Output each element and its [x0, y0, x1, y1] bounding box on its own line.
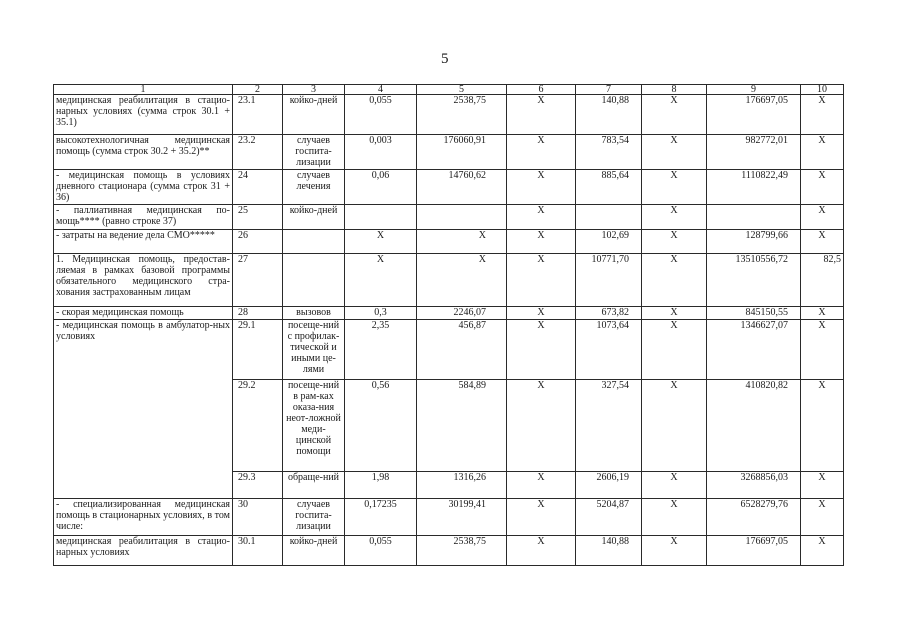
row-code: 23.2 [233, 135, 283, 170]
share: X [801, 170, 844, 205]
column-number: 7 [576, 85, 642, 95]
total-cost: 3268856,03 [707, 472, 801, 499]
volume-norm: 0,003 [345, 135, 417, 170]
column-number: 10 [801, 85, 844, 95]
col-6: X [507, 320, 576, 380]
col-8: X [642, 254, 707, 307]
per-capita: 10771,70 [576, 254, 642, 307]
unit: обраще-ний [283, 472, 345, 499]
per-capita [576, 205, 642, 230]
row-label: медицинская реабилитация в стацио-нарных условиях (сумма строк 30.1 + 35.1) [54, 95, 233, 135]
cost-norm: 2538,75 [417, 95, 507, 135]
volume-norm: 0,055 [345, 536, 417, 566]
share: X [801, 95, 844, 135]
col-8: X [642, 536, 707, 566]
cost-norm: 14760,62 [417, 170, 507, 205]
unit: койко-дней [283, 95, 345, 135]
volume-norm [345, 205, 417, 230]
column-number: 6 [507, 85, 576, 95]
unit: вызовов [283, 307, 345, 320]
cost-norm: 584,89 [417, 380, 507, 472]
unit: койко-дней [283, 205, 345, 230]
unit [283, 254, 345, 307]
table-row [54, 95, 844, 135]
row-label: - медицинская помощь в условиях дневного стационара (сумма строк 31 + 36) [54, 170, 233, 205]
cost-norm: 456,87 [417, 320, 507, 380]
per-capita: 673,82 [576, 307, 642, 320]
col-6: X [507, 380, 576, 472]
share: X [801, 320, 844, 380]
cost-norm: X [417, 230, 507, 254]
row-code: 27 [233, 254, 283, 307]
col-6: X [507, 170, 576, 205]
share: X [801, 380, 844, 472]
cost-norm: 2538,75 [417, 536, 507, 566]
volume-norm: 0,17235 [345, 499, 417, 536]
table-row [54, 254, 844, 307]
table-row [54, 499, 844, 536]
col-8: X [642, 135, 707, 170]
volume-norm: 0,055 [345, 95, 417, 135]
per-capita: 1073,64 [576, 320, 642, 380]
volume-norm: 0,56 [345, 380, 417, 472]
col-6: X [507, 499, 576, 536]
col-8: X [642, 230, 707, 254]
total-cost: 1110822,49 [707, 170, 801, 205]
col-6: X [507, 307, 576, 320]
total-cost: 128799,66 [707, 230, 801, 254]
col-6: X [507, 95, 576, 135]
cost-norm: 176060,91 [417, 135, 507, 170]
row-code: 30.1 [233, 536, 283, 566]
per-capita: 783,54 [576, 135, 642, 170]
unit: койко-дней [283, 536, 345, 566]
row-label: высокотехнологичная медицинская помощь (сумма строк 30.2 + 35.2)** [54, 135, 233, 170]
col-6: X [507, 205, 576, 230]
column-number: 3 [283, 85, 345, 95]
share: X [801, 230, 844, 254]
unit: случаев госпита-лизации [283, 499, 345, 536]
row-label: - паллиативная медицинская по-мощь**** (равно строке 37) [54, 205, 233, 230]
row-code: 23.1 [233, 95, 283, 135]
cost-norm: 30199,41 [417, 499, 507, 536]
row-label: - специализированная медицинская помощь в стационарных условиях, в том числе: [54, 499, 233, 536]
total-cost: 410820,82 [707, 380, 801, 472]
column-number-row [54, 85, 844, 95]
total-cost [707, 205, 801, 230]
cost-norm [417, 205, 507, 230]
col-8: X [642, 170, 707, 205]
table-row [54, 230, 844, 254]
col-6: X [507, 254, 576, 307]
per-capita: 5204,87 [576, 499, 642, 536]
table-row [54, 536, 844, 566]
table-row [54, 307, 844, 320]
column-number: 8 [642, 85, 707, 95]
col-6: X [507, 536, 576, 566]
column-number: 1 [54, 85, 233, 95]
row-code: 25 [233, 205, 283, 230]
volume-norm: X [345, 230, 417, 254]
per-capita: 140,88 [576, 95, 642, 135]
row-code: 29.2 [233, 380, 283, 472]
total-cost: 176697,05 [707, 536, 801, 566]
per-capita: 102,69 [576, 230, 642, 254]
row-label: - затраты на ведение дела СМО***** [54, 230, 233, 254]
row-label: 1. Медицинская помощь, предостав-ляемая в рамках базовой программы обязательного медицинского стра-хования застрахованным лицам [54, 254, 233, 307]
share: X [801, 135, 844, 170]
cost-norm: X [417, 254, 507, 307]
row-code: 29.3 [233, 472, 283, 499]
row-code: 30 [233, 499, 283, 536]
share: X [801, 307, 844, 320]
row-code: 28 [233, 307, 283, 320]
col-8: X [642, 320, 707, 380]
row-code: 26 [233, 230, 283, 254]
total-cost: 13510556,72 [707, 254, 801, 307]
cost-table [53, 84, 844, 566]
total-cost: 845150,55 [707, 307, 801, 320]
share: X [801, 205, 844, 230]
col-8: X [642, 205, 707, 230]
page-number: 5 [441, 51, 449, 67]
col-6: X [507, 230, 576, 254]
row-label: медицинская реабилитация в стацио-нарных условиях [54, 536, 233, 566]
col-8: X [642, 380, 707, 472]
share: 82,5 [801, 254, 844, 307]
total-cost: 6528279,76 [707, 499, 801, 536]
unit [283, 230, 345, 254]
per-capita: 327,54 [576, 380, 642, 472]
table-row [54, 320, 844, 380]
cost-norm: 1316,26 [417, 472, 507, 499]
unit: посеще-ний в рам-ках оказа-ния неот-ложной меди-цинской помощи [283, 380, 345, 472]
col-8: X [642, 472, 707, 499]
column-number: 9 [707, 85, 801, 95]
unit: посеще-ний с профилак-тической и иными це-лями [283, 320, 345, 380]
volume-norm: 0,3 [345, 307, 417, 320]
row-label: - медицинская помощь в амбулатор-ных условиях [54, 320, 233, 499]
volume-norm: X [345, 254, 417, 307]
per-capita: 140,88 [576, 536, 642, 566]
share: X [801, 472, 844, 499]
share: X [801, 499, 844, 536]
share: X [801, 536, 844, 566]
col-8: X [642, 499, 707, 536]
table-row [54, 170, 844, 205]
total-cost: 176697,05 [707, 95, 801, 135]
per-capita: 2606,19 [576, 472, 642, 499]
row-label: - скорая медицинская помощь [54, 307, 233, 320]
volume-norm: 2,35 [345, 320, 417, 380]
col-6: X [507, 135, 576, 170]
volume-norm: 1,98 [345, 472, 417, 499]
cost-norm: 2246,07 [417, 307, 507, 320]
per-capita: 885,64 [576, 170, 642, 205]
total-cost: 982772,01 [707, 135, 801, 170]
column-number: 2 [233, 85, 283, 95]
col-6: X [507, 472, 576, 499]
unit: случаев госпита-лизации [283, 135, 345, 170]
col-8: X [642, 95, 707, 135]
col-8: X [642, 307, 707, 320]
row-code: 24 [233, 170, 283, 205]
unit: случаев лечения [283, 170, 345, 205]
column-number: 4 [345, 85, 417, 95]
table-row [54, 205, 844, 230]
volume-norm: 0,06 [345, 170, 417, 205]
total-cost: 1346627,07 [707, 320, 801, 380]
column-number: 5 [417, 85, 507, 95]
row-code: 29.1 [233, 320, 283, 380]
table-row [54, 135, 844, 170]
